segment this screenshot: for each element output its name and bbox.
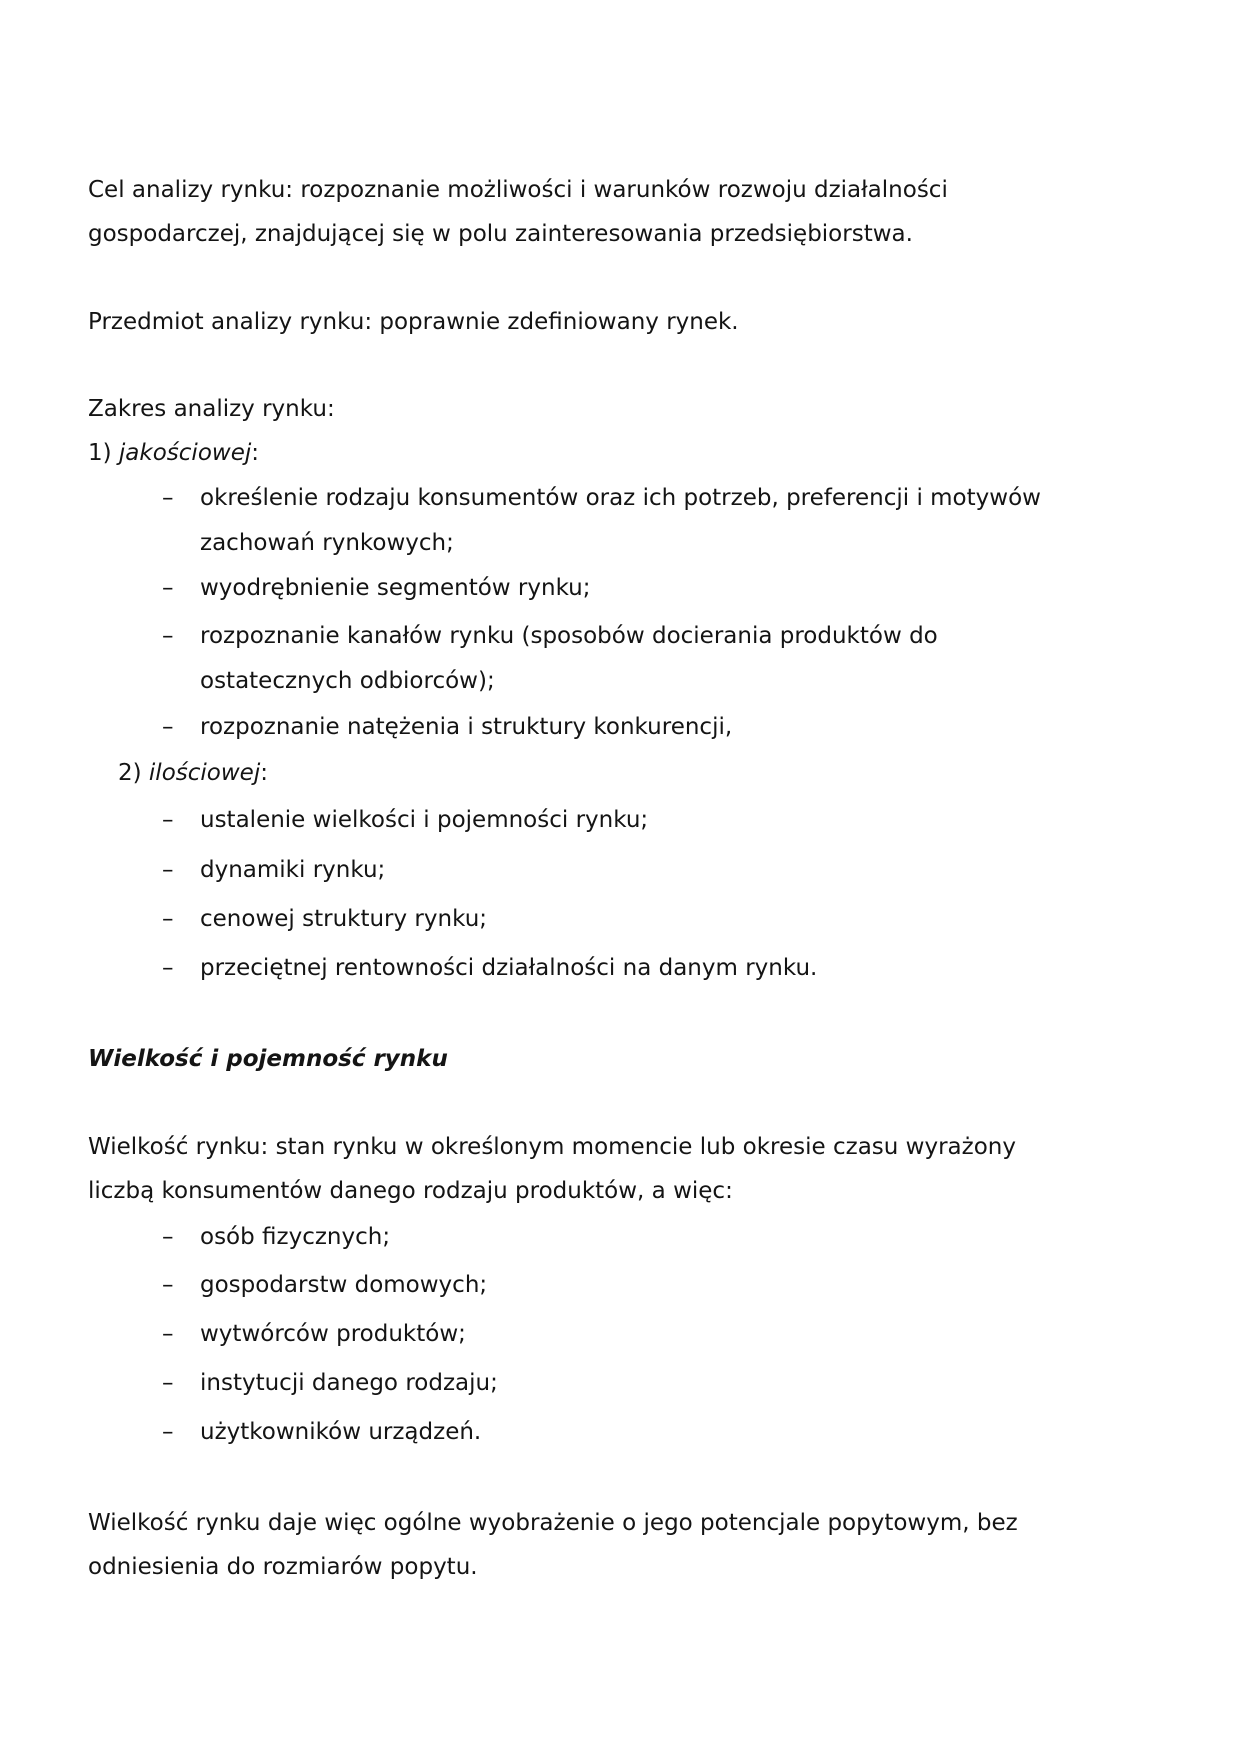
list-item-text: ustalenie wielkości i pojemności rynku;: [200, 807, 649, 833]
list-item: [0, 712, 1240, 742]
subject-line: Przedmiot analizy rynku: poprawnie zdefiniowany rynek.: [88, 309, 739, 335]
dash-bullet: –: [162, 1419, 174, 1445]
intro-line-2: gospodarczej, znajdującej się w polu zainteresowania przedsiębiorstwa.: [88, 221, 913, 247]
list-item: [0, 805, 1240, 835]
qualitative-label: jakościowej: [118, 440, 252, 466]
definition-line-1: Wielkość rynku: stan rynku w określonym momencie lub okresie czasu wyrażony: [88, 1134, 1016, 1160]
list-item-text: rozpoznanie kanałów rynku (sposobów docierania produktów do: [200, 623, 938, 649]
list-item-text: określenie rodzaju konsumentów oraz ich potrzeb, preferencji i motywów: [200, 485, 1041, 511]
list-item-text: zachowań rynkowych;: [200, 530, 454, 556]
dash-bullet: –: [162, 623, 174, 649]
list-item-continuation: [0, 528, 1240, 558]
list-item-text: cenowej struktury rynku;: [200, 906, 488, 932]
qualitative-heading: [88, 438, 259, 468]
list-item: [0, 1319, 1240, 1349]
list-item-text: dynamiki rynku;: [200, 857, 386, 883]
list-item: [0, 855, 1240, 885]
list-item: [0, 573, 1240, 603]
section-heading: Wielkość i pojemność rynku: [88, 1046, 448, 1072]
definition-line-2: liczbą konsumentów danego rodzaju produktów, a więc:: [88, 1178, 733, 1204]
list-item: [0, 621, 1240, 651]
list-item: [0, 1417, 1240, 1447]
qualitative-number: 1): [88, 440, 112, 466]
list-item: [0, 483, 1240, 513]
intro-line-1: Cel analizy rynku: rozpoznanie możliwości i warunków rozwoju działalności: [88, 177, 948, 203]
dash-bullet: –: [162, 1272, 174, 1298]
qualitative-suffix: :: [251, 440, 259, 466]
list-item-text: ostatecznych odbiorców);: [200, 668, 495, 694]
list-item: [0, 1222, 1240, 1252]
list-item: [0, 953, 1240, 983]
list-item-text: przeciętnej rentowności działalności na danym rynku.: [200, 955, 818, 981]
dash-bullet: –: [162, 714, 174, 740]
dash-bullet: –: [162, 1370, 174, 1396]
list-item-continuation: [0, 666, 1240, 696]
quantitative-heading: [118, 758, 268, 788]
scope-title: Zakres analizy rynku:: [88, 396, 335, 422]
list-item-text: rozpoznanie natężenia i struktury konkurencji,: [200, 714, 733, 740]
list-item-text: wytwórców produktów;: [200, 1321, 466, 1347]
list-item-text: gospodarstw domowych;: [200, 1272, 488, 1298]
dash-bullet: –: [162, 906, 174, 932]
list-item: [0, 1368, 1240, 1398]
list-item-text: osób fizycznych;: [200, 1224, 391, 1250]
list-item: [0, 1270, 1240, 1300]
dash-bullet: –: [162, 1224, 174, 1250]
dash-bullet: –: [162, 857, 174, 883]
list-item-text: użytkowników urządzeń.: [200, 1419, 482, 1445]
dash-bullet: –: [162, 955, 174, 981]
dash-bullet: –: [162, 1321, 174, 1347]
quantitative-suffix: :: [260, 760, 268, 786]
quantitative-number: 2): [118, 760, 142, 786]
quantitative-label: ilościowej: [148, 760, 261, 786]
list-item: [0, 904, 1240, 934]
dash-bullet: –: [162, 485, 174, 511]
closing-line-1: Wielkość rynku daje więc ogólne wyobrażenie o jego potencjale popytowym, bez: [88, 1510, 1018, 1536]
list-item-text: instytucji danego rodzaju;: [200, 1370, 498, 1396]
dash-bullet: –: [162, 575, 174, 601]
dash-bullet: –: [162, 807, 174, 833]
list-item-text: wyodrębnienie segmentów rynku;: [200, 575, 591, 601]
closing-line-2: odniesienia do rozmiarów popytu.: [88, 1554, 478, 1580]
